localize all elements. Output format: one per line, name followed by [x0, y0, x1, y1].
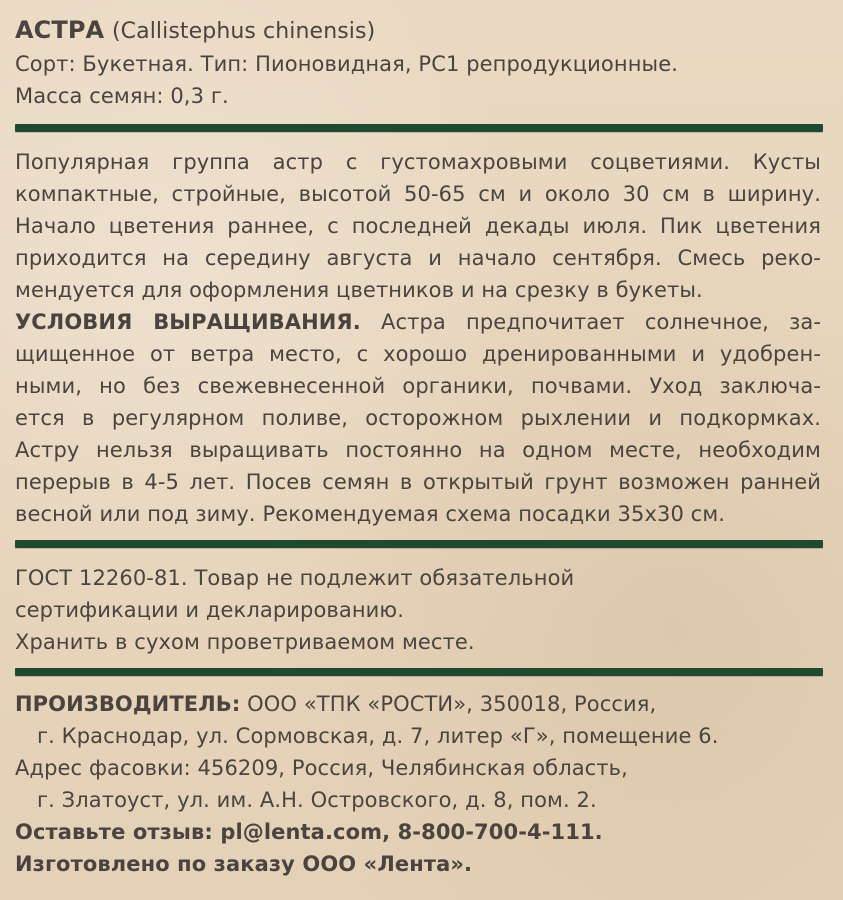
growing-line: ными, но без свежевнесенной органики, почвами. Уход заключа-	[15, 374, 821, 398]
growing-heading: УСЛОВИЯ ВЫРАЩИВАНИЯ.	[15, 310, 361, 334]
producer-line	[15, 688, 843, 720]
description-line: компактные, стройные, высотой 50-65 см и около 30 см в ширину.	[15, 182, 821, 206]
title-line	[15, 14, 843, 48]
description-line: Популярная группа астр с густомахровыми соцветиями. Кусты	[15, 150, 821, 174]
growing-line: Астра предпочитает солнечное, за-	[381, 310, 822, 334]
variety-line: Сорт: Букетная. Тип: Пионовидная, РС1 репродукционные.	[15, 52, 679, 76]
plant-name: АСТРА	[15, 16, 105, 44]
feedback-line: Оставьте отзыв: pl@lenta.com, 8-800-700-4-111.	[15, 820, 603, 844]
description-line: приходится на середину августа и начало сентября. Смесь реко-	[15, 246, 821, 270]
gost-line: ГОСТ 12260-81. Товар не подлежит обязательной	[15, 566, 575, 590]
growing-heading-line	[15, 306, 821, 338]
growing-line: ется в регулярном поливе, осторожном рыхлении и подкормках.	[15, 406, 821, 430]
growing-line: весной или под зиму. Рекомендуемая схема посадки 35х30 см.	[15, 502, 726, 526]
divider-1	[15, 124, 823, 132]
ordered-by-line: Изготовлено по заказу ООО «Лента».	[15, 852, 473, 876]
producer-block	[15, 688, 843, 880]
seed-mass-line: Масса семян: 0,3 г.	[15, 84, 229, 108]
storage-line: Хранить в сухом проветриваемом месте.	[15, 630, 475, 654]
packing-address: Адрес фасовки: 456209, Россия, Челябинская область,	[15, 756, 628, 780]
gost-block	[15, 562, 843, 658]
growing-block	[15, 306, 843, 530]
packing-address-cont: г. Златоуст, ул. им. А.Н. Островского, д. 8, пом. 2.	[37, 788, 597, 812]
producer-label: ПРОИЗВОДИТЕЛЬ:	[15, 692, 241, 716]
gost-line: сертификации и декларированию.	[15, 598, 404, 622]
producer-name: ООО «ТПК «РОСТИ», 350018, Россия,	[247, 692, 657, 716]
growing-line: перерыв в 4-5 лет. Посев семян в открытый грунт возможен ранней	[15, 470, 821, 494]
description-block	[15, 146, 843, 306]
latin-name: (Callistephus chinensis)	[111, 19, 376, 44]
growing-line: Астру нельзя выращивать постоянно на одном месте, необходим	[15, 438, 821, 462]
description-line: мендуется для оформления цветников и на срезку в букеты.	[15, 278, 703, 302]
description-line: Начало цветения раннее, с последней декады июля. Пик цветения	[15, 214, 821, 238]
growing-line: щищенное от ветра место, с хорошо дренированными и удобрен-	[15, 342, 821, 366]
header-block	[15, 14, 843, 112]
divider-2	[15, 540, 823, 548]
producer-address: г. Краснодар, ул. Сормовская, д. 7, литер «Г», помещение 6.	[37, 724, 719, 748]
divider-3	[15, 668, 823, 676]
